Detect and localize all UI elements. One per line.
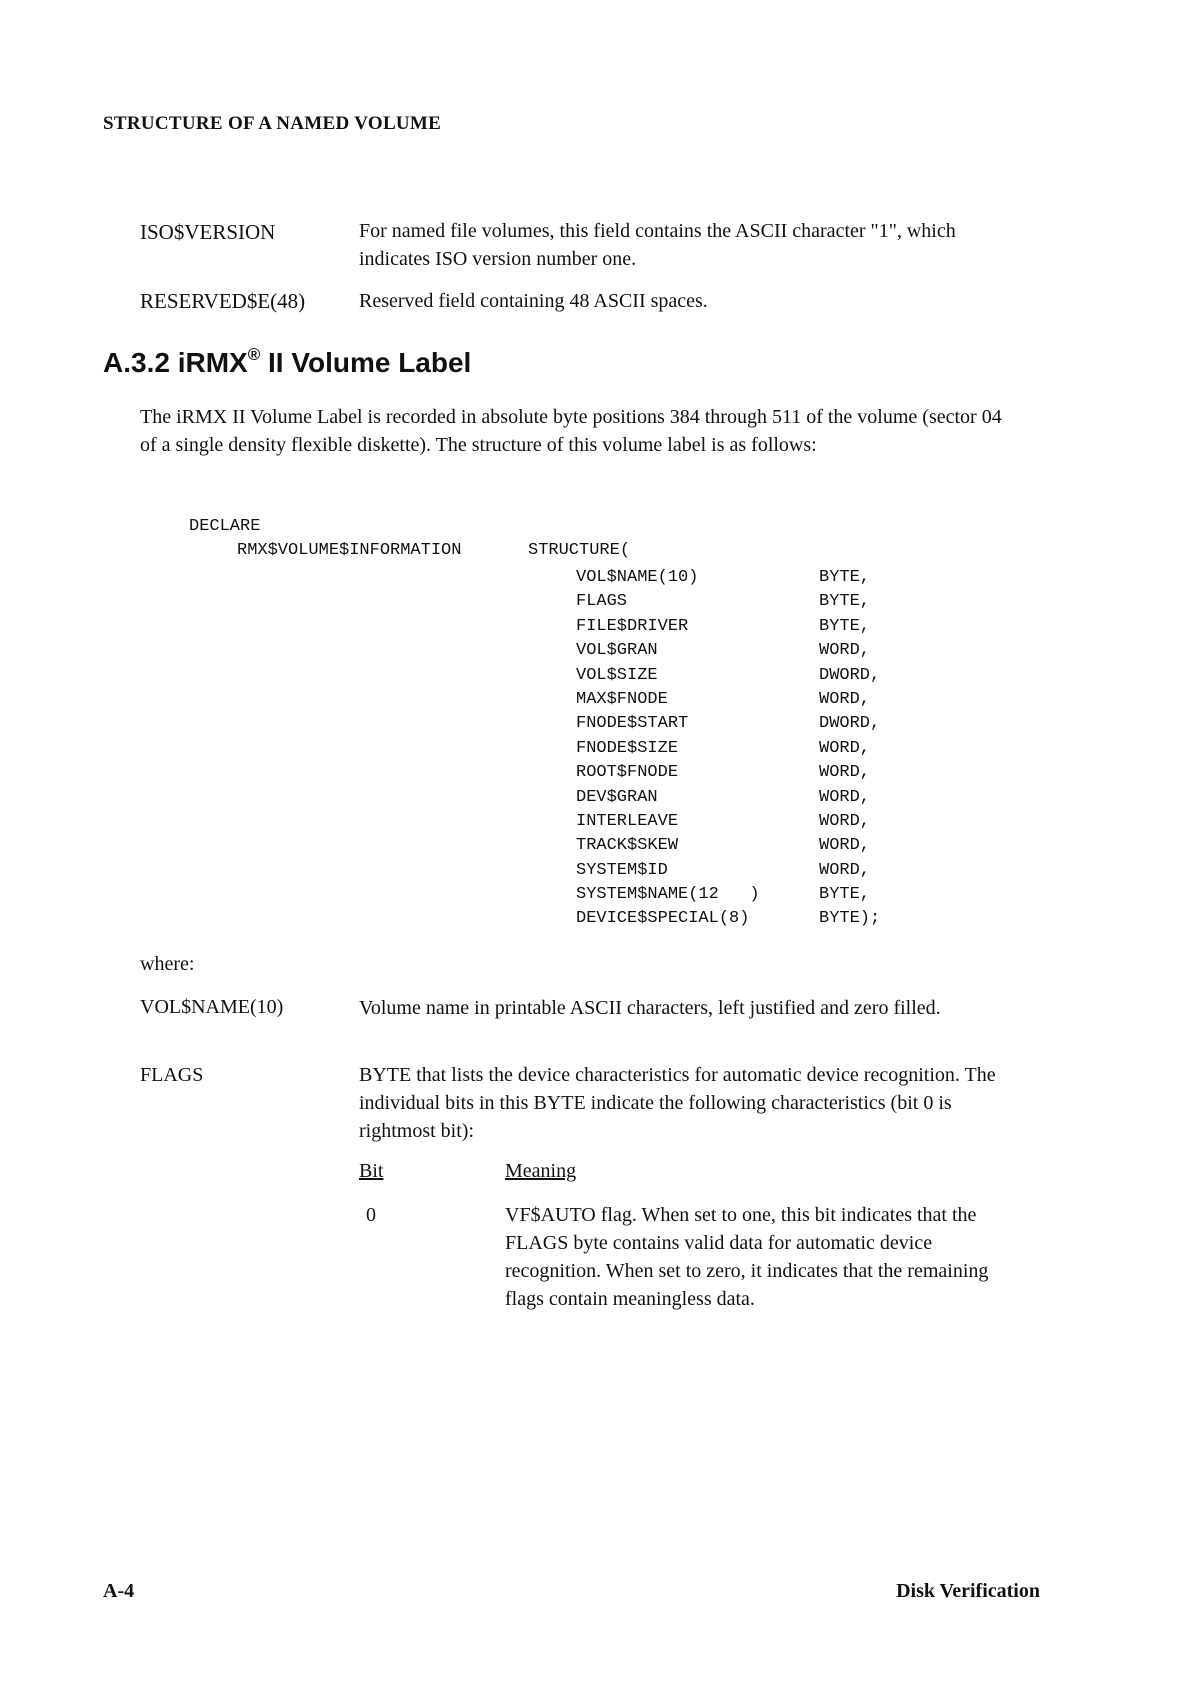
footer-page-number: A-4 — [103, 1580, 135, 1602]
field-name: INTERLEAVE — [576, 811, 679, 831]
field-name: VOL$SIZE — [576, 665, 658, 685]
field-type: WORD, — [819, 689, 871, 709]
field-name: MAX$FNODE — [576, 689, 668, 709]
field-name: FILE$DRIVER — [576, 616, 689, 636]
desc-reserved: Reserved field containing 48 ASCII spaces. — [359, 290, 708, 312]
field-name: SYSTEM$NAME(12 ) — [576, 885, 760, 905]
field-name: TRACK$SKEW — [576, 836, 679, 856]
field-name: DEV$GRAN — [576, 787, 658, 807]
field-name: ROOT$FNODE — [576, 763, 679, 783]
field-type: DWORD, — [819, 665, 881, 685]
field-type: WORD, — [819, 787, 871, 807]
field-name: FLAGS — [576, 592, 628, 612]
field-type: BYTE, — [819, 568, 871, 587]
section-heading — [103, 347, 471, 379]
running-head: STRUCTURE OF A NAMED VOLUME — [103, 113, 442, 134]
field-type: BYTE, — [819, 885, 871, 905]
field-type: BYTE); — [819, 909, 881, 929]
field-type: BYTE, — [819, 616, 871, 636]
desc-iso-version: For named file volumes, this field contains the ASCII character "1", which indicates ISO version number one. — [359, 220, 956, 270]
section-title-suffix: II Volume Label — [268, 347, 472, 378]
field-type: WORD, — [819, 836, 871, 856]
field-type: WORD, — [819, 763, 871, 783]
field-type: WORD, — [819, 860, 871, 880]
desc-vol-name: Volume name in printable ASCII characters, left justified and zero filled. — [359, 997, 941, 1019]
registered-mark: ® — [247, 345, 261, 364]
footer-chapter: Disk Verification — [896, 1580, 1040, 1602]
field-type: WORD, — [819, 738, 871, 758]
bit-value: 0 — [366, 1204, 376, 1226]
section-title-prefix: iRMX — [177, 347, 248, 378]
field-name: VOL$NAME(10) — [576, 568, 699, 587]
code-structure-keyword: STRUCTURE( — [528, 541, 631, 560]
field-type: WORD, — [819, 641, 871, 661]
intro-paragraph: The iRMX II Volume Label is recorded in absolute byte positions 384 through 511 of the volume (sector 04 of a single density flexible diskette). The structure of this volume label is as follows: — [140, 406, 1002, 456]
where-label: where: — [140, 953, 195, 975]
field-type: BYTE, — [819, 592, 871, 612]
field-name: VOL$GRAN — [576, 641, 658, 661]
code-structure-name: RMX$VOLUME$INFORMATION — [237, 541, 462, 560]
field-name: FNODE$START — [576, 714, 689, 734]
field-name: SYSTEM$ID — [576, 860, 668, 880]
bit-meaning: VF$AUTO flag. When set to one, this bit indicates that the FLAGS byte contains valid data for automatic device recognition. When set to zero, it indicates that the remaining flags contain meaningless data. — [505, 1204, 989, 1310]
desc-flags: BYTE that lists the device characteristics for automatic device recognition. The individual bits in this BYTE indicate the following characteristics (bit 0 is rightmost bit): — [359, 1064, 996, 1142]
field-name: FNODE$SIZE — [576, 738, 679, 758]
section-number: A.3.2 — [103, 347, 170, 378]
term-flags: FLAGS — [140, 1064, 204, 1086]
field-name: DEVICE$SPECIAL(8) — [576, 909, 750, 929]
bit-column-header: Bit — [359, 1160, 384, 1182]
code-declare: DECLARE — [189, 517, 261, 536]
term-reserved: RESERVED$E(48) — [140, 289, 306, 313]
field-type: DWORD, — [819, 714, 881, 734]
term-vol-name: VOL$NAME(10) — [140, 996, 284, 1018]
field-type: WORD, — [819, 811, 871, 831]
meaning-column-header: Meaning — [505, 1160, 577, 1182]
term-iso-version: ISO$VERSION — [140, 220, 276, 244]
